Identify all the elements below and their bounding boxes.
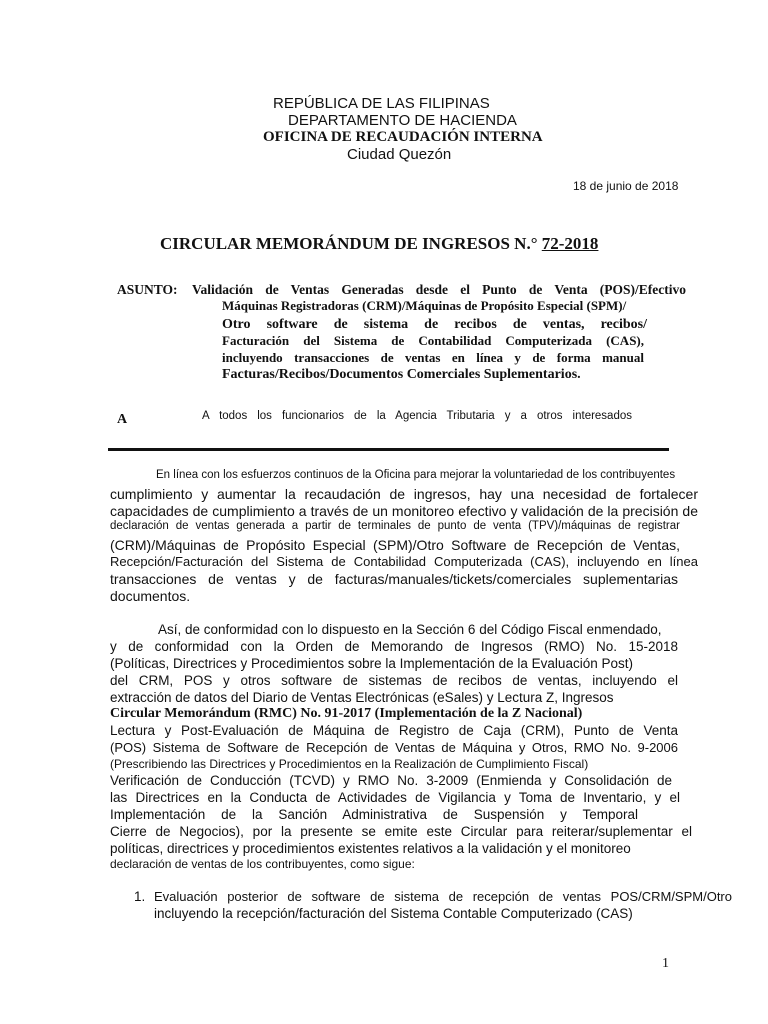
paragraph1-line-4: declaración de ventas generada a partir de terminales de punto de venta (TPV)/máquinas de registrar	[110, 520, 680, 532]
subject-line-1: Validación de Ventas Generadas desde el Punto de Venta (POS)/Efectivo	[192, 282, 686, 297]
paragraph2-line-12: Implementación de la Sanción Administrativa de Suspensión y Temporal	[110, 807, 638, 822]
paragraph2-line-3: (Políticas, Directrices y Procedimientos sobre la Implementación de la Evaluación Post)	[110, 656, 633, 671]
paragraph2-line-2: y de conformidad con la Orden de Memorando de Ingresos (RMO) No. 15-2018	[110, 639, 678, 654]
subject-line-2: Máquinas Registradoras (CRM)/Máquinas de Propósito Especial (SPM)/	[222, 298, 627, 313]
paragraph2-line-8: (POS) Sistema de Software de Recepción de Ventas de Máquina y Otros, RMO No. 9-2006	[110, 740, 678, 755]
paragraph2-line-7: Lectura y Post-Evaluación de Máquina de Registro de Caja (CRM), Punto de Venta	[110, 723, 678, 738]
paragraph2-line-13: Cierre de Negocios), por la presente se emite este Circular para reiterar/suplementar el	[110, 824, 692, 839]
document-date: 18 de junio de 2018	[573, 179, 679, 193]
subject-line-5: incluyendo transacciones de ventas en línea y de forma manual	[222, 350, 644, 365]
paragraph2-line-15: declaración de ventas de los contribuyentes, como sigue:	[110, 857, 415, 871]
to-recipients: A todos los funcionarios de la Agencia Tributaria y a otros interesados	[202, 410, 632, 422]
subject-line-3: Otro software de sistema de recibos de ventas, recibos/	[222, 317, 647, 332]
paragraph2-line-14: políticas, directrices y procedimientos existentes relativos a la validación y el monitoreo	[110, 841, 631, 856]
paragraph2-line-1: Así, de conformidad con lo dispuesto en la Sección 6 del Código Fiscal enmendado,	[158, 622, 662, 637]
header-department: DEPARTAMENTO DE HACIENDA	[288, 112, 517, 129]
separator-line	[108, 448, 669, 451]
list-item-1-line-2: incluyendo la recepción/facturación del Sistema Contable Computerizado (CAS)	[154, 906, 633, 921]
paragraph1-line-7: transacciones de ventas y de facturas/manuales/tickets/comerciales suplementarias	[110, 571, 678, 587]
title-number: 72-2018	[541, 234, 599, 253]
paragraph2-line-6: Circular Memorándum (RMC) No. 91-2017 (Implementación de la Z Nacional)	[110, 706, 583, 721]
paragraph1-line-5: (CRM)/Máquinas de Propósito Especial (SPM)/Otro Software de Recepción de Ventas,	[110, 537, 680, 553]
paragraph2-line-9: (Prescribiendo las Directrices y Procedimientos en la Realización de Cumplimiento Fiscal)	[110, 757, 589, 771]
paragraph2-line-5: extracción de datos del Diario de Ventas Electrónicas (eSales) y Lectura Z, Ingresos	[110, 690, 614, 705]
subject-line-4: Facturación del Sistema de Contabilidad Computerizada (CAS),	[222, 333, 644, 348]
title-text: CIRCULAR MEMORÁNDUM DE INGRESOS N.°	[160, 234, 542, 253]
paragraph2-line-4: del CRM, POS y otros software de sistemas de recibos de ventas, incluyendo el	[110, 673, 678, 688]
paragraph1-line-3: capacidades de cumplimiento a través de un monitoreo efectivo y validación de la precisión de	[110, 503, 698, 519]
header-city: Ciudad Quezón	[347, 146, 452, 163]
list-item-1-number: 1.	[134, 889, 146, 904]
paragraph1-line-8: documentos.	[110, 588, 191, 604]
paragraph1-line-1: En línea con los esfuerzos continuos de la Oficina para mejorar la voluntariedad de los contribuyentes	[156, 469, 676, 481]
subject-line-6: Facturas/Recibos/Documentos Comerciales Suplementarios.	[222, 367, 581, 382]
page-number: 1	[662, 956, 669, 971]
to-label: A	[117, 412, 128, 427]
header-office: OFICINA DE RECAUDACIÓN INTERNA	[263, 129, 543, 145]
header-republic: REPÚBLICA DE LAS FILIPINAS	[273, 95, 490, 112]
memorandum-title	[160, 234, 598, 254]
paragraph1-line-2: cumplimiento y aumentar la recaudación de ingresos, hay una necesidad de fortalecer	[110, 486, 698, 502]
subject-label: ASUNTO:	[117, 282, 178, 297]
paragraph2-line-11: las Directrices en la Conducta de Actividades de Vigilancia y Toma de Inventario, y el	[110, 790, 680, 805]
paragraph2-line-10: Verificación de Conducción (TCVD) y RMO No. 3-2009 (Enmienda y Consolidación de	[110, 773, 672, 788]
list-item-1-line-1: Evaluación posterior de software de sistema de recepción de ventas POS/CRM/SPM/Otro	[154, 889, 732, 904]
paragraph1-line-6: Recepción/Facturación del Sistema de Contabilidad Computerizada (CAS), incluyendo en línea	[110, 554, 698, 569]
